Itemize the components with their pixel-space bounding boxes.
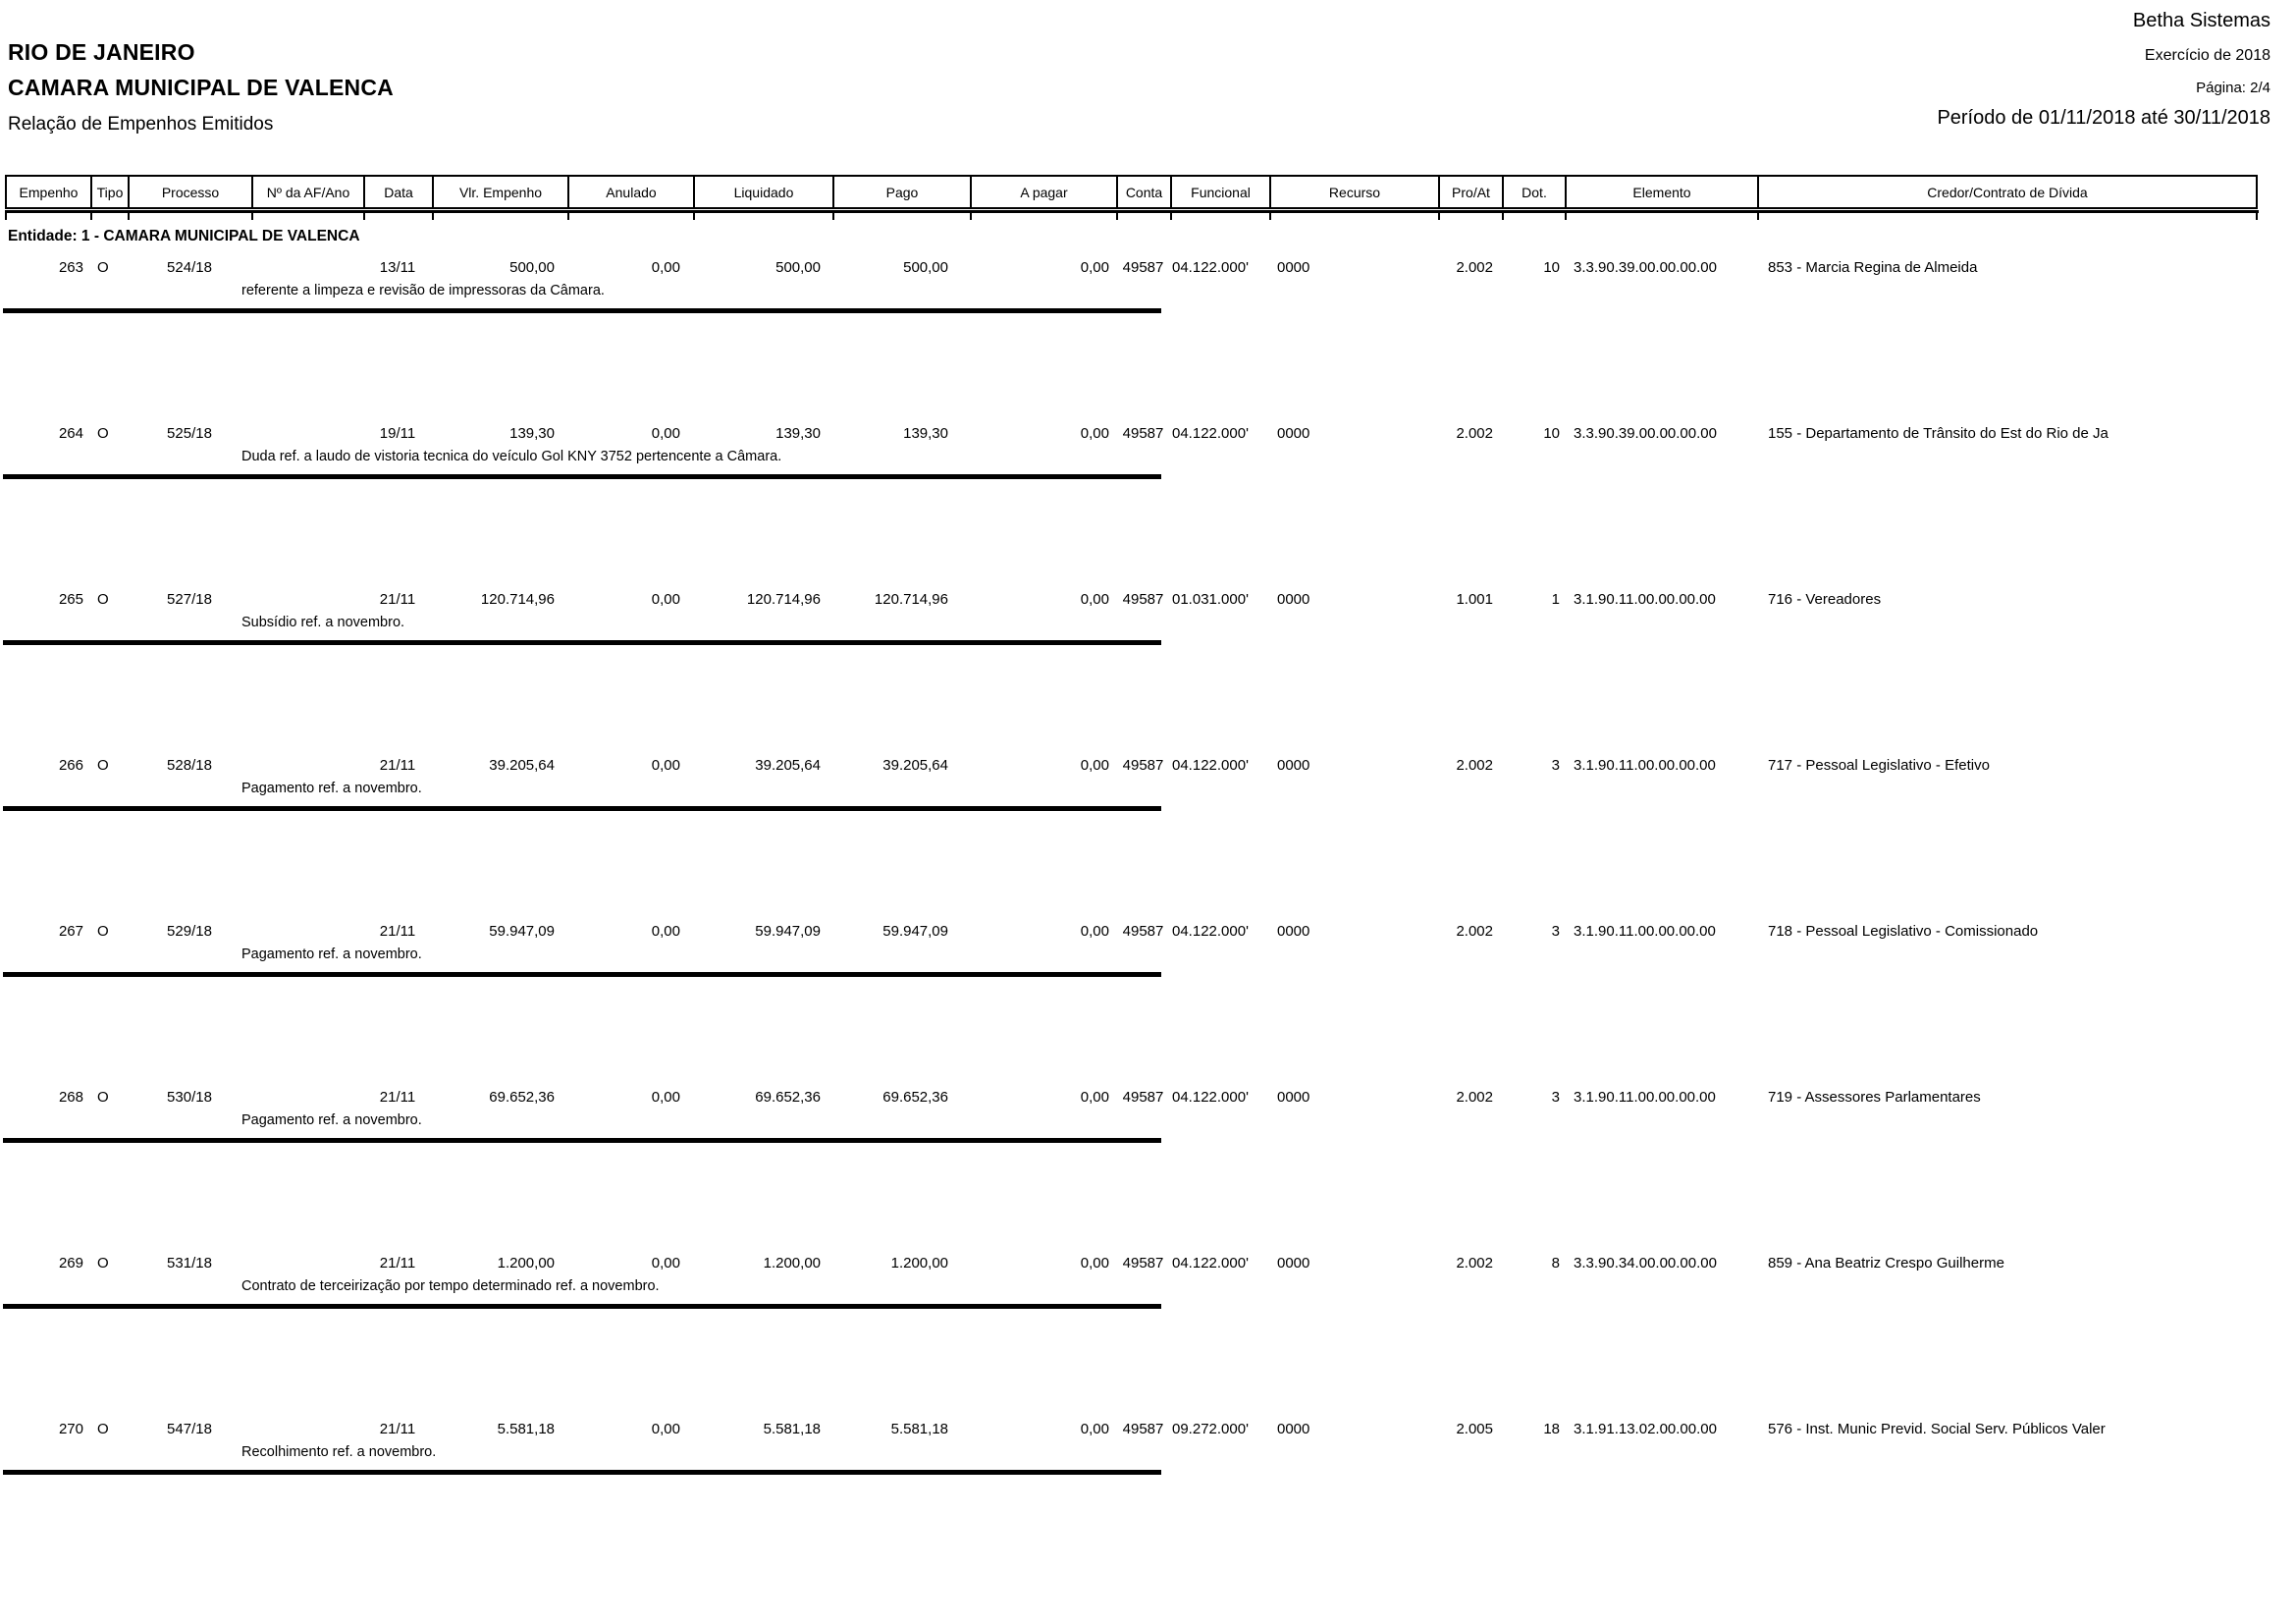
column-header: Tipo	[90, 175, 128, 209]
cell-credor: 155 - Departamento de Trânsito do Est do Rio de Ja	[1768, 425, 2109, 442]
cell-elemento: 3.1.90.11.00.00.00.00	[1574, 1089, 1716, 1106]
row-separator-line	[3, 806, 1161, 811]
cell-data: 21/11	[379, 1421, 416, 1437]
row-values	[5, 1089, 2259, 1106]
cell-data: 21/11	[379, 591, 416, 608]
cell-tipo: O	[97, 757, 109, 774]
cell-pro-at: 2.002	[1456, 757, 1493, 774]
cell-processo: 528/18	[167, 757, 212, 774]
column-divider-stub	[1438, 213, 1502, 220]
cell-liquidado: 139,30	[775, 425, 821, 442]
cell-conta: 49587	[1122, 923, 1164, 940]
cell-af-ano	[251, 923, 363, 940]
cell-pago: 5.581,18	[890, 1421, 948, 1437]
cell-elemento: 3.3.90.39.00.00.00.00	[1574, 259, 1717, 276]
cell-empenho: 267	[58, 923, 83, 940]
cell-data: 13/11	[379, 259, 416, 276]
row-historico: Duda ref. a laudo de vistoria tecnica do veículo Gol KNY 3752 pertencente a Câmara.	[241, 449, 782, 464]
cell-processo: 531/18	[167, 1255, 212, 1271]
cell-pago: 1.200,00	[890, 1255, 948, 1271]
column-divider-stub	[5, 213, 90, 220]
organization-name: CAMARA MUNICIPAL DE VALENCA	[8, 75, 394, 100]
cell-elemento: 3.1.91.13.02.00.00.00	[1574, 1421, 1717, 1437]
column-header: Pro/At	[1438, 175, 1502, 209]
column-header: Pago	[832, 175, 970, 209]
cell-pago: 139,30	[903, 425, 948, 442]
cell-credor: 859 - Ana Beatriz Crespo Guilherme	[1768, 1255, 2004, 1271]
page-number: Página: 2/4	[2196, 80, 2270, 96]
cell-recurso: 0000	[1277, 591, 1310, 608]
cell-dot: 3	[1551, 757, 1560, 774]
cell-recurso: 0000	[1277, 923, 1310, 940]
cell-liquidado: 1.200,00	[763, 1255, 821, 1271]
cell-af-ano	[251, 1421, 363, 1437]
cell-data: 21/11	[379, 923, 416, 940]
cell-recurso: 0000	[1277, 259, 1310, 276]
cell-credor: 717 - Pessoal Legislativo - Efetivo	[1768, 757, 1990, 774]
cell-tipo: O	[97, 425, 109, 442]
header-divider-stubs	[5, 213, 2259, 220]
cell-tipo: O	[97, 591, 109, 608]
row-historico: Pagamento ref. a novembro.	[241, 1112, 422, 1128]
cell-funcional: 04.122.000'	[1172, 1255, 1249, 1271]
cell-pago: 59.947,09	[882, 923, 948, 940]
column-header: Empenho	[5, 175, 90, 209]
table-row	[5, 425, 2259, 591]
cell-dot: 3	[1551, 923, 1560, 940]
row-historico: Pagamento ref. a novembro.	[241, 781, 422, 796]
table-row	[5, 1421, 2259, 1587]
cell-anulado: 0,00	[651, 591, 680, 608]
cell-a-pagar: 0,00	[1080, 757, 1109, 774]
cell-tipo: O	[97, 923, 109, 940]
cell-conta: 49587	[1122, 1421, 1164, 1437]
row-historico: Subsídio ref. a novembro.	[241, 615, 405, 630]
column-header: Credor/Contrato de Dívida	[1757, 175, 2258, 209]
column-divider-stub	[1116, 213, 1170, 220]
table-row	[5, 591, 2259, 757]
cell-processo: 547/18	[167, 1421, 212, 1437]
column-header: Liquidado	[693, 175, 832, 209]
cell-pro-at: 2.002	[1456, 259, 1493, 276]
cell-liquidado: 69.652,36	[755, 1089, 821, 1106]
cell-a-pagar: 0,00	[1080, 1255, 1109, 1271]
cell-a-pagar: 0,00	[1080, 1421, 1109, 1437]
column-divider-stub	[1269, 213, 1438, 220]
table-row	[5, 1255, 2259, 1421]
cell-recurso: 0000	[1277, 757, 1310, 774]
row-values	[5, 1255, 2259, 1271]
cell-funcional: 01.031.000'	[1172, 591, 1249, 608]
cell-pago: 69.652,36	[882, 1089, 948, 1106]
table-row	[5, 923, 2259, 1089]
column-header: Nº da AF/Ano	[251, 175, 363, 209]
cell-a-pagar: 0,00	[1080, 259, 1109, 276]
cell-tipo: O	[97, 1089, 109, 1106]
column-divider-stub	[693, 213, 832, 220]
row-historico: Pagamento ref. a novembro.	[241, 947, 422, 962]
cell-pago: 500,00	[903, 259, 948, 276]
cell-pago: 39.205,64	[882, 757, 948, 774]
table-row	[5, 259, 2259, 425]
row-values	[5, 757, 2259, 774]
cell-af-ano	[251, 425, 363, 442]
column-header: A pagar	[970, 175, 1116, 209]
cell-credor: 576 - Inst. Munic Previd. Social Serv. Públicos Valer	[1768, 1421, 2106, 1437]
cell-vlr-empenho: 139,30	[509, 425, 555, 442]
cell-a-pagar: 0,00	[1080, 1089, 1109, 1106]
cell-funcional: 09.272.000'	[1172, 1421, 1249, 1437]
row-separator-line	[3, 1470, 1161, 1475]
cell-dot: 10	[1543, 259, 1560, 276]
cell-data: 21/11	[379, 757, 416, 774]
report-header-right	[1937, 10, 2270, 130]
cell-tipo: O	[97, 1421, 109, 1437]
cell-anulado: 0,00	[651, 923, 680, 940]
cell-pago: 120.714,96	[874, 591, 948, 608]
column-divider-stub	[128, 213, 251, 220]
column-header: Vlr. Empenho	[432, 175, 567, 209]
row-values	[5, 923, 2259, 940]
cell-empenho: 270	[58, 1421, 83, 1437]
state-name: RIO DE JANEIRO	[8, 39, 195, 65]
cell-a-pagar: 0,00	[1080, 923, 1109, 940]
software-vendor: Betha Sistemas	[2132, 10, 2270, 31]
cell-elemento: 3.3.90.34.00.00.00.00	[1574, 1255, 1717, 1271]
cell-liquidado: 39.205,64	[755, 757, 821, 774]
cell-pro-at: 2.005	[1456, 1421, 1493, 1437]
report-title: Relação de Empenhos Emitidos	[8, 114, 274, 135]
cell-funcional: 04.122.000'	[1172, 1089, 1249, 1106]
cell-credor: 716 - Vereadores	[1768, 591, 1882, 608]
column-header: Conta	[1116, 175, 1170, 209]
column-header: Anulado	[567, 175, 693, 209]
cell-vlr-empenho: 39.205,64	[489, 757, 555, 774]
row-separator-line	[3, 1138, 1161, 1143]
row-values	[5, 259, 2259, 276]
cell-elemento: 3.1.90.11.00.00.00.00	[1574, 591, 1716, 608]
cell-processo: 527/18	[167, 591, 212, 608]
cell-empenho: 265	[58, 591, 83, 608]
column-divider-stub	[1502, 213, 1565, 220]
cell-vlr-empenho: 69.652,36	[489, 1089, 555, 1106]
cell-liquidado: 59.947,09	[755, 923, 821, 940]
cell-dot: 18	[1543, 1421, 1560, 1437]
cell-vlr-empenho: 5.581,18	[497, 1421, 555, 1437]
cell-conta: 49587	[1122, 591, 1164, 608]
report-header-left	[8, 39, 394, 135]
cell-conta: 49587	[1122, 1255, 1164, 1271]
cell-liquidado: 5.581,18	[763, 1421, 821, 1437]
cell-empenho: 263	[58, 259, 83, 276]
column-header: Recurso	[1269, 175, 1438, 209]
cell-funcional: 04.122.000'	[1172, 923, 1249, 940]
cell-processo: 529/18	[167, 923, 212, 940]
cell-af-ano	[251, 259, 363, 276]
cell-vlr-empenho: 120.714,96	[480, 591, 555, 608]
cell-data: 19/11	[379, 425, 416, 442]
row-values	[5, 1421, 2259, 1437]
cell-pro-at: 2.002	[1456, 425, 1493, 442]
cell-anulado: 0,00	[651, 259, 680, 276]
row-separator-line	[3, 972, 1161, 977]
cell-empenho: 269	[58, 1255, 83, 1271]
cell-pro-at: 2.002	[1456, 1255, 1493, 1271]
column-header: Dot.	[1502, 175, 1565, 209]
cell-recurso: 0000	[1277, 425, 1310, 442]
cell-credor: 719 - Assessores Parlamentares	[1768, 1089, 1981, 1106]
column-header: Funcional	[1170, 175, 1269, 209]
cell-af-ano	[251, 757, 363, 774]
cell-af-ano	[251, 1089, 363, 1106]
cell-anulado: 0,00	[651, 1255, 680, 1271]
cell-anulado: 0,00	[651, 1421, 680, 1437]
row-separator-line	[3, 474, 1161, 479]
row-historico: Recolhimento ref. a novembro.	[241, 1444, 437, 1460]
cell-processo: 524/18	[167, 259, 212, 276]
cell-vlr-empenho: 59.947,09	[489, 923, 555, 940]
cell-conta: 49587	[1122, 425, 1164, 442]
cell-dot: 8	[1551, 1255, 1560, 1271]
row-values	[5, 591, 2259, 608]
row-historico: Contrato de terceirização por tempo determinado ref. a novembro.	[241, 1278, 660, 1294]
cell-af-ano	[251, 1255, 363, 1271]
empenhos-table	[5, 175, 2259, 1587]
cell-vlr-empenho: 1.200,00	[497, 1255, 555, 1271]
row-values	[5, 425, 2259, 442]
cell-anulado: 0,00	[651, 757, 680, 774]
table-row	[5, 757, 2259, 923]
cell-funcional: 04.122.000'	[1172, 425, 1249, 442]
cell-tipo: O	[97, 1255, 109, 1271]
cell-empenho: 266	[58, 757, 83, 774]
cell-anulado: 0,00	[651, 425, 680, 442]
column-divider-stub	[363, 213, 432, 220]
cell-conta: 49587	[1122, 757, 1164, 774]
column-divider-stub	[251, 213, 363, 220]
cell-anulado: 0,00	[651, 1089, 680, 1106]
column-header: Elemento	[1565, 175, 1757, 209]
column-divider-stub	[90, 213, 128, 220]
cell-recurso: 0000	[1277, 1089, 1310, 1106]
column-divider-stub	[970, 213, 1116, 220]
cell-empenho: 268	[58, 1089, 83, 1106]
cell-elemento: 3.3.90.39.00.00.00.00	[1574, 425, 1717, 442]
cell-pro-at: 2.002	[1456, 1089, 1493, 1106]
table-header-row	[5, 175, 2259, 209]
cell-dot: 10	[1543, 425, 1560, 442]
cell-data: 21/11	[379, 1089, 416, 1106]
cell-elemento: 3.1.90.11.00.00.00.00	[1574, 923, 1716, 940]
column-header: Processo	[128, 175, 251, 209]
column-divider-stub	[1757, 213, 2258, 220]
table-body	[5, 259, 2259, 1587]
cell-pro-at: 2.002	[1456, 923, 1493, 940]
column-divider-stub	[567, 213, 693, 220]
cell-tipo: O	[97, 259, 109, 276]
cell-pro-at: 1.001	[1456, 591, 1493, 608]
row-separator-line	[3, 640, 1161, 645]
exercise-year: Exercício de 2018	[2144, 47, 2270, 64]
cell-processo: 530/18	[167, 1089, 212, 1106]
cell-dot: 3	[1551, 1089, 1560, 1106]
cell-conta: 49587	[1122, 259, 1164, 276]
cell-credor: 718 - Pessoal Legislativo - Comissionado	[1768, 923, 2039, 940]
column-divider-stub	[432, 213, 567, 220]
table-row	[5, 1089, 2259, 1255]
cell-credor: 853 - Marcia Regina de Almeida	[1768, 259, 1978, 276]
column-divider-stub	[1565, 213, 1757, 220]
cell-vlr-empenho: 500,00	[509, 259, 555, 276]
cell-a-pagar: 0,00	[1080, 425, 1109, 442]
cell-conta: 49587	[1122, 1089, 1164, 1106]
cell-processo: 525/18	[167, 425, 212, 442]
row-historico: referente a limpeza e revisão de impressoras da Câmara.	[241, 283, 605, 298]
column-divider-stub	[1170, 213, 1269, 220]
report-period: Período de 01/11/2018 até 30/11/2018	[1937, 107, 2270, 129]
cell-funcional: 04.122.000'	[1172, 757, 1249, 774]
column-divider-stub	[832, 213, 970, 220]
entity-group-label: Entidade: 1 - CAMARA MUNICIPAL DE VALENCA	[8, 228, 360, 244]
cell-funcional: 04.122.000'	[1172, 259, 1249, 276]
cell-data: 21/11	[379, 1255, 416, 1271]
column-header: Data	[363, 175, 432, 209]
row-separator-line	[3, 308, 1161, 313]
cell-a-pagar: 0,00	[1080, 591, 1109, 608]
cell-liquidado: 500,00	[775, 259, 821, 276]
cell-liquidado: 120.714,96	[746, 591, 821, 608]
cell-dot: 1	[1551, 591, 1560, 608]
cell-empenho: 264	[58, 425, 83, 442]
row-separator-line	[3, 1304, 1161, 1309]
cell-elemento: 3.1.90.11.00.00.00.00	[1574, 757, 1716, 774]
cell-af-ano	[251, 591, 363, 608]
cell-recurso: 0000	[1277, 1255, 1310, 1271]
cell-recurso: 0000	[1277, 1421, 1310, 1437]
